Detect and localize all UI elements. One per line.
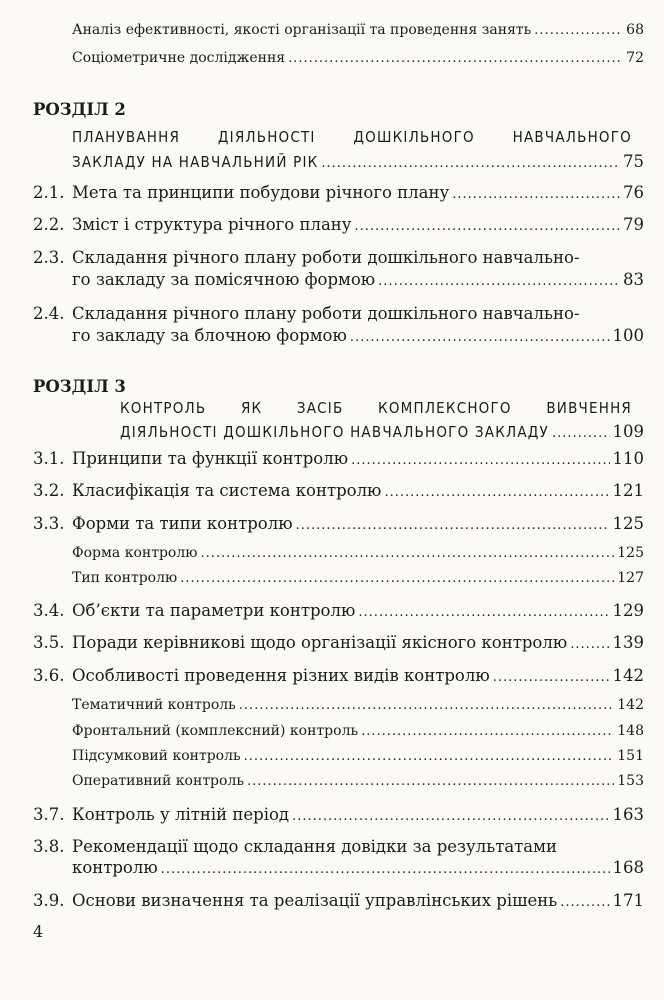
- leader-dots: [560, 895, 609, 910]
- toc-entry-title: Форма контролю: [72, 545, 198, 561]
- leader-dots: [452, 187, 620, 202]
- toc-entry-page: 127: [617, 570, 644, 586]
- toc-entry-number: 3.5.: [33, 633, 65, 652]
- toc-entry-page: 100: [612, 326, 644, 345]
- toc-entry-title: Об’єкти та параметри контролю: [72, 601, 356, 620]
- leader-dots: [288, 51, 623, 66]
- toc-entry-number: 3.4.: [33, 601, 65, 620]
- section-title-page: 109: [612, 422, 644, 441]
- toc-entry: [72, 183, 644, 202]
- leader-dots: [552, 426, 610, 441]
- toc-entry-page: 121: [612, 481, 644, 500]
- section-title-line2: ЗАКЛАДУ НА НАВЧАЛЬНИЙ РІК: [72, 153, 319, 171]
- toc-entry-title: Оперативний контроль: [72, 773, 244, 789]
- toc-entry-title: Принципи та функції контролю: [72, 449, 349, 468]
- toc-entry-page: 142: [617, 697, 644, 713]
- toc-entry-page: 125: [612, 514, 644, 533]
- toc-entry-title-line2: го закладу за блочною формою: [72, 326, 347, 345]
- toc-entry-page: 129: [612, 601, 644, 620]
- toc-entry-title: Аналіз ефективності, якості організації та проведення занять: [72, 22, 532, 38]
- leader-dots: [180, 571, 614, 586]
- toc-entry-title: Контроль у літній період: [72, 805, 290, 824]
- section-title-line1: КОНТРОЛЬ ЯК ЗАСІБ КОМПЛЕКСНОГО ВИВЧЕННЯ: [120, 399, 632, 417]
- toc-entry-title-line1: Складання річного плану роботи дошкільного навчально-: [72, 304, 580, 323]
- toc-entry: [72, 270, 644, 289]
- toc-entry-title-line1: Складання річного плану роботи дошкільного навчально-: [72, 248, 580, 267]
- leader-dots: [350, 330, 610, 345]
- leader-dots: [358, 605, 609, 620]
- leader-dots: [200, 546, 614, 561]
- toc-entry-title-line2: контролю: [72, 858, 158, 877]
- leader-dots: [244, 749, 615, 764]
- toc-entry-page: 142: [612, 666, 644, 685]
- leader-dots: [361, 724, 614, 739]
- toc-entry-title: Поради керівникові щодо організації якісного контролю: [72, 633, 568, 652]
- toc-entry-title: Підсумковий контроль: [72, 748, 241, 764]
- toc-entry-title-line2: го закладу за помісячною формою: [72, 270, 376, 289]
- section-title-row: [72, 152, 644, 171]
- toc-entry-number: 2.3.: [33, 248, 65, 267]
- toc-entry-page: 68: [626, 22, 644, 38]
- leader-dots: [493, 670, 610, 685]
- toc-entry-page: 83: [623, 270, 644, 289]
- section-title-line1: ПЛАНУВАННЯ ДІЯЛЬНОСТІ ДОШКІЛЬНОГО НАВЧАЛЬНОГО: [72, 128, 632, 146]
- toc-entry-title: Тематичний контроль: [72, 697, 236, 713]
- toc-entry: [72, 858, 644, 877]
- leader-dots: [378, 274, 620, 289]
- toc-entry-title: Мета та принципи побудови річного плану: [72, 183, 450, 202]
- toc-entry-number: 3.9.: [33, 891, 65, 910]
- toc-subentry: [72, 773, 644, 789]
- toc-subentry: [72, 545, 644, 561]
- toc-entry-page: 79: [623, 215, 644, 234]
- toc-entry-title: Особливості проведення різних видів контролю: [72, 666, 490, 685]
- leader-dots: [355, 219, 621, 234]
- toc-subentry: [72, 697, 644, 713]
- toc-entry-title: Тип контролю: [72, 570, 178, 586]
- toc-entry: [72, 326, 644, 345]
- toc-entry: [72, 481, 644, 500]
- toc-entry: [72, 891, 644, 910]
- toc-entry-title: Фронтальний (комплексний) контроль: [72, 723, 359, 739]
- toc-entry-number: 2.1.: [33, 183, 65, 202]
- toc-entry-page: 171: [612, 891, 644, 910]
- toc-entry-page: 125: [617, 545, 644, 561]
- toc-entry-title: Класифікація та система контролю: [72, 481, 382, 500]
- toc-entry: [72, 601, 644, 620]
- toc-entry: [72, 215, 644, 234]
- toc-entry-title: Основи визначення та реалізації управлінських рішень: [72, 891, 558, 910]
- leader-dots: [292, 809, 609, 824]
- toc-subentry: [72, 748, 644, 764]
- toc-entry-number: 3.7.: [33, 805, 65, 824]
- toc-entry-page: 153: [617, 773, 644, 789]
- leader-dots: [351, 453, 609, 468]
- toc-entry-page: 76: [623, 183, 644, 202]
- leader-dots: [239, 698, 614, 713]
- toc-entry-number: 2.4.: [33, 304, 65, 323]
- section-heading: РОЗДІЛ 2: [33, 100, 126, 119]
- section-title-page: 75: [623, 152, 644, 171]
- toc-entry-number: 3.3.: [33, 514, 65, 533]
- toc-entry-title: Форми та типи контролю: [72, 514, 293, 533]
- page-number: 4: [33, 922, 44, 941]
- toc-entry: [72, 50, 644, 66]
- leader-dots: [161, 862, 610, 877]
- toc-entry: [72, 449, 644, 468]
- toc-entry-title: Соціометричне дослідження: [72, 50, 286, 66]
- toc-entry-page: 139: [612, 633, 644, 652]
- section-title-row: [120, 422, 644, 441]
- toc-entry: [72, 514, 644, 533]
- leader-dots: [321, 156, 620, 171]
- toc-entry-title: Зміст і структура річного плану: [72, 215, 352, 234]
- toc-entry-page: 72: [626, 50, 644, 66]
- toc-entry-number: 2.2.: [33, 215, 65, 234]
- toc-subentry: [72, 723, 644, 739]
- toc-entry-number: 3.6.: [33, 666, 65, 685]
- leader-dots: [384, 485, 609, 500]
- toc-entry: [72, 666, 644, 685]
- toc-entry-page: 151: [617, 748, 644, 764]
- toc-subentry: [72, 570, 644, 586]
- toc-entry: [72, 22, 644, 38]
- toc-entry-title-line1: Рекомендації щодо складання довідки за результатами: [72, 837, 557, 856]
- section-title-line2: ДІЯЛЬНОСТІ ДОШКІЛЬНОГО НАВЧАЛЬНОГО ЗАКЛАДУ: [120, 423, 549, 441]
- leader-dots: [296, 518, 610, 533]
- toc-entry-number: 3.1.: [33, 449, 65, 468]
- toc-entry-page: 168: [612, 858, 644, 877]
- toc-entry: [72, 805, 644, 824]
- leader-dots: [534, 23, 623, 38]
- toc-entry-number: 3.8.: [33, 837, 65, 856]
- toc-entry-page: 110: [612, 449, 644, 468]
- leader-dots: [570, 637, 609, 652]
- toc-entry-page: 163: [612, 805, 644, 824]
- toc-entry-number: 3.2.: [33, 481, 65, 500]
- toc-entry: [72, 633, 644, 652]
- section-heading: РОЗДІЛ 3: [33, 377, 126, 396]
- toc-entry-page: 148: [617, 723, 644, 739]
- leader-dots: [247, 774, 614, 789]
